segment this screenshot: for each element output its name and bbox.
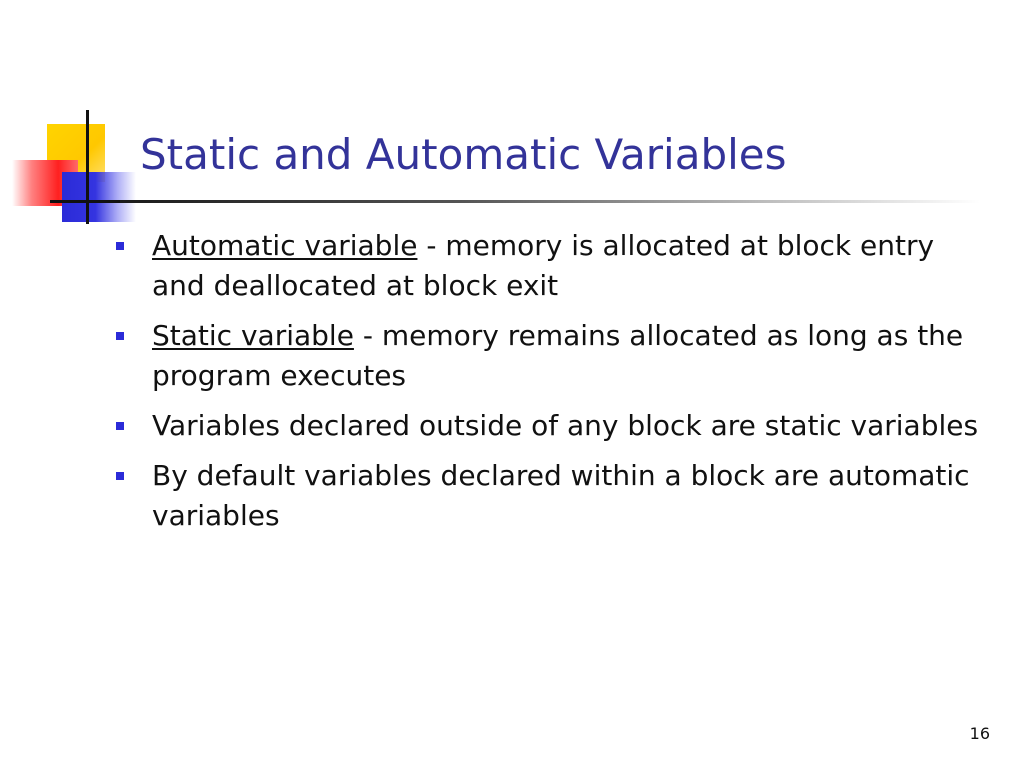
bullet-item	[110, 406, 990, 446]
bullet-text: - memory remains allocated as long as the program executes	[152, 319, 964, 392]
logo-vertical-line	[86, 110, 89, 224]
square-bullet-icon	[116, 242, 124, 250]
square-bullet-icon	[116, 332, 124, 340]
bullet-text: - memory is allocated at block entry and deallocated at block exit	[152, 229, 935, 302]
bullet-item	[110, 316, 990, 396]
bullet-item	[110, 226, 990, 306]
title-underline-rule	[120, 200, 980, 203]
slide-title: Static and Automatic Variables	[140, 130, 787, 179]
square-bullet-icon	[116, 472, 124, 480]
page-number: 16	[969, 724, 990, 743]
bullet-term: Automatic variable	[152, 229, 418, 262]
bullet-list	[110, 226, 990, 546]
square-bullet-icon	[116, 422, 124, 430]
bullet-text: By default variables declared within a block are automatic variables	[152, 459, 970, 532]
bullet-text: Variables declared outside of any block are static variables	[152, 409, 979, 442]
bullet-item	[110, 456, 990, 536]
blue-square	[62, 172, 136, 222]
bullet-term: Static variable	[152, 319, 354, 352]
color-squares-logo-icon	[0, 0, 140, 240]
